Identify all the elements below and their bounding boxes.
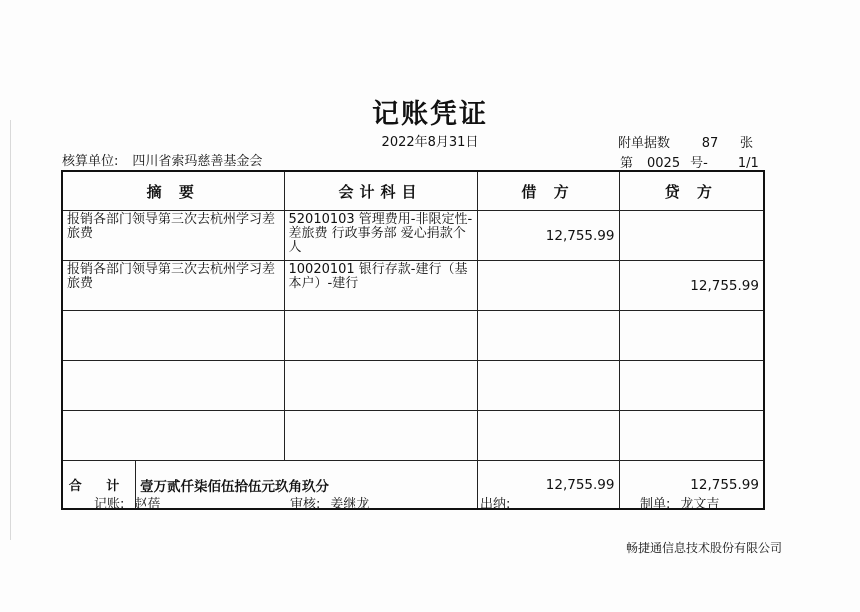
row-credit — [619, 361, 764, 411]
row-summary — [62, 411, 284, 461]
row-summary — [62, 311, 284, 361]
row-debit — [477, 261, 619, 311]
table-row — [62, 261, 764, 311]
row-credit — [619, 311, 764, 361]
row-debit — [477, 411, 619, 461]
table-header-row — [62, 171, 764, 211]
cashier-label: 出纳: — [480, 497, 511, 512]
software-vendor: 畅捷通信息技术股份有限公司 — [626, 541, 783, 555]
row-account — [284, 311, 477, 361]
attachments-unit: 张 — [740, 136, 754, 151]
row-credit: 12,755.99 — [619, 261, 764, 311]
row-account — [284, 411, 477, 461]
total-debit: 12,755.99 — [477, 461, 619, 510]
bookkeeper-label: 记账: — [94, 497, 125, 512]
voucher-number-prefix: 第 — [620, 156, 634, 171]
reviewer-signature — [290, 493, 369, 512]
row-account — [284, 361, 477, 411]
row-account: 10020101 银行存款-建行（基本户）-建行 — [284, 261, 477, 311]
voucher-page: 1/1 — [737, 156, 759, 171]
accounting-unit-value: 四川省索玛慈善基金会 — [132, 154, 263, 169]
table-row — [62, 361, 764, 411]
header-account: 会计科目 — [284, 171, 477, 211]
voucher-number-value: 0025 — [647, 156, 681, 171]
row-debit — [477, 311, 619, 361]
header-summary: 摘 要 — [62, 171, 284, 211]
row-summary: 报销各部门领导第三次去杭州学习差旅费 — [62, 261, 284, 311]
bookkeeper-signature — [94, 493, 160, 512]
voucher-date: 2022年8月31日 — [381, 135, 479, 150]
preparer-label: 制单: — [640, 497, 671, 512]
row-summary — [62, 361, 284, 411]
accounting-unit — [62, 150, 262, 169]
accounting-unit-label: 核算单位: — [62, 154, 119, 169]
total-credit: 12,755.99 — [619, 461, 764, 510]
reviewer-label: 审核: — [290, 497, 321, 512]
reviewer-name: 姜继龙 — [330, 497, 370, 512]
voucher-number — [620, 152, 759, 171]
attachments-label: 附单据数 — [618, 136, 671, 151]
attachments-count — [618, 132, 753, 151]
scan-edge-line — [10, 120, 11, 540]
voucher-title: 记账凭证 — [372, 99, 488, 130]
total-label: 合 计 — [63, 461, 136, 508]
row-account: 52010103 管理费用-非限定性-差旅费 行政事务部 爱心捐款个人 — [284, 211, 477, 261]
row-credit — [619, 411, 764, 461]
row-debit — [477, 361, 619, 411]
bookkeeper-name: 赵蓓 — [134, 497, 161, 512]
preparer-signature — [640, 493, 719, 512]
voucher-number-suffix: 号- — [690, 156, 708, 171]
header-credit: 贷 方 — [619, 171, 764, 211]
header-debit: 借 方 — [477, 171, 619, 211]
total-amount-in-words: 壹万贰仟柒佰伍拾伍元玖角玖分 — [140, 478, 329, 495]
voucher-table — [61, 170, 765, 510]
row-credit — [619, 211, 764, 261]
table-row — [62, 311, 764, 361]
row-summary: 报销各部门领导第三次去杭州学习差旅费 — [62, 211, 284, 261]
cashier-signature — [480, 493, 520, 512]
row-debit: 12,755.99 — [477, 211, 619, 261]
preparer-name: 龙文吉 — [680, 497, 720, 512]
attachments-number: 87 — [701, 136, 719, 151]
table-row — [62, 211, 764, 261]
table-row — [62, 411, 764, 461]
